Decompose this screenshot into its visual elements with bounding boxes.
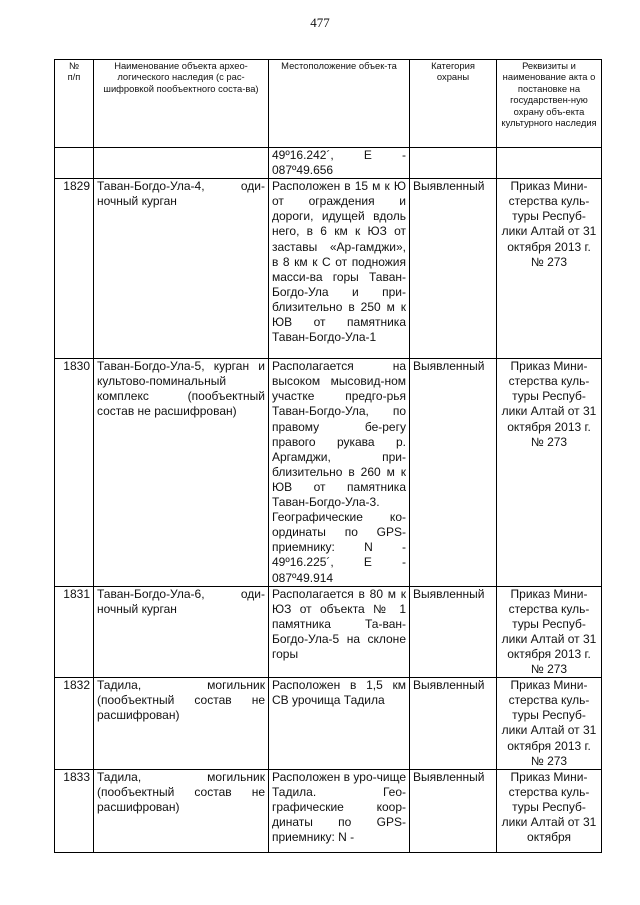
table-row-continuation bbox=[55, 148, 602, 179]
registration-act: Приказ Мини-стерства куль-туры Респуб-лики Алтай от 31 октября 2013 г. № 273 bbox=[497, 678, 602, 770]
protection-category: Выявленный bbox=[410, 179, 497, 359]
object-location: Расположен в 1,5 км СВ урочища Тадила bbox=[269, 678, 410, 770]
object-location: Расположен в уро-чище Тадила. Гео-графические коор-динаты по GPS-приемнику: N - bbox=[269, 769, 410, 852]
object-name: Таван-Богдо-Ула-5, курган и культово-поминальный комплекс (пообъектный состав не расшифрован) bbox=[94, 359, 269, 586]
object-name: Таван-Богдо-Ула-6, оди-ночный курган bbox=[94, 586, 269, 678]
header-number: № п/п bbox=[55, 60, 94, 148]
object-name: Тадила, могильник (пообъектный состав не расшифрован) bbox=[94, 769, 269, 852]
continuation-location: 49º16.242´, E - 087º49.656 bbox=[269, 148, 410, 179]
row-number: 1833 bbox=[55, 769, 94, 852]
page-number: 477 bbox=[310, 15, 330, 30]
registration-act: Приказ Мини-стерства куль-туры Респуб-лики Алтай от 31 октября bbox=[497, 769, 602, 852]
header-category: Категория охраны bbox=[410, 60, 497, 148]
protection-category: Выявленный bbox=[410, 678, 497, 770]
header-object-name: Наименование объекта архео-логического наследия (с рас-шифровкой пообъектного соста-ва) bbox=[94, 60, 269, 148]
row-number: 1832 bbox=[55, 678, 94, 770]
table-header-row bbox=[55, 60, 602, 148]
row-number: 1831 bbox=[55, 586, 94, 678]
table-row bbox=[55, 359, 602, 586]
header-act: Реквизиты и наименование акта о постановке на государствен-ную охрану объ-екта культурного наследия bbox=[497, 60, 602, 148]
object-location: Располагается на высоком мысовид-ном участке предго-рья Таван-Богдо-Ула, по правому бе-регу правого рукава р. Аргамджи, при-близительно в 260 м к ЮВ от памятника Таван-Богдо-Ула-3. Географические ко-ординаты по GPS-приемнику: N - 49º16.225´, E - 087º49.914 bbox=[269, 359, 410, 586]
protection-category: Выявленный bbox=[410, 586, 497, 678]
registration-act: Приказ Мини-стерства куль-туры Респуб-лики Алтай от 31 октября 2013 г. № 273 bbox=[497, 179, 602, 359]
object-name: Таван-Богдо-Ула-4, оди-ночный курган bbox=[94, 179, 269, 359]
object-location: Располагается в 80 м к ЮЗ от объекта № 1 памятника Та-ван-Богдо-Ула-5 на склоне горы bbox=[269, 586, 410, 678]
registration-act: Приказ Мини-стерства куль-туры Респуб-лики Алтай от 31 октября 2013 г. № 273 bbox=[497, 586, 602, 678]
registration-act: Приказ Мини-стерства куль-туры Респуб-лики Алтай от 31 октября 2013 г. № 273 bbox=[497, 359, 602, 586]
row-number: 1830 bbox=[55, 359, 94, 586]
row-number: 1829 bbox=[55, 179, 94, 359]
object-name: Тадила, могильник (пообъектный состав не расшифрован) bbox=[94, 678, 269, 770]
table-row bbox=[55, 586, 602, 678]
protection-category: Выявленный bbox=[410, 769, 497, 852]
heritage-registry-table bbox=[54, 59, 602, 853]
table-row bbox=[55, 179, 602, 359]
table-row bbox=[55, 769, 602, 852]
header-location: Местоположение объек-та bbox=[269, 60, 410, 148]
protection-category: Выявленный bbox=[410, 359, 497, 586]
table-row bbox=[55, 678, 602, 770]
object-location: Расположен в 15 м к Ю от ограждения и дороги, идущей вдоль него, в 6 км к ЮЗ от заставы «Ар-гамджи», в 8 км к С от подножия масси-ва горы Таван-Богдо-Ула и при-близительно в 250 м к ЮВ от памятника Таван-Богдо-Ула-1 bbox=[269, 179, 410, 359]
